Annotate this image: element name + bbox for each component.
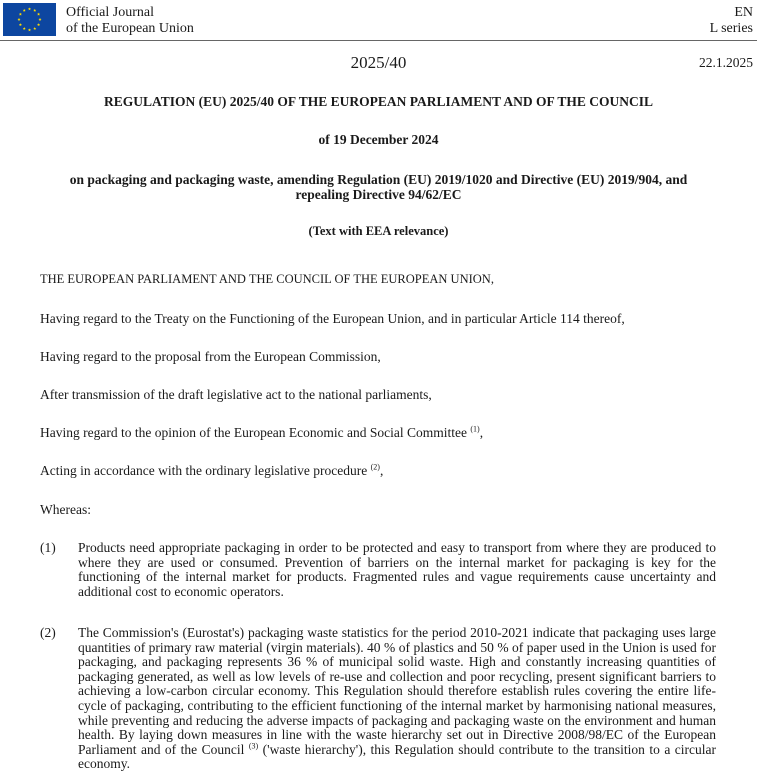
- journal-title-line2: of the European Union: [66, 21, 194, 36]
- preamble-whereas: Whereas:: [40, 502, 91, 517]
- document-number: 2025/40: [350, 53, 407, 72]
- language-code: EN: [734, 5, 753, 20]
- recital-number: (1): [40, 540, 56, 555]
- regulation-subject: on packaging and packaging waste, amending Regulation (EU) 2019/1020 and Directive (EU) 2019/904, and repealing Directive 94/62/EC: [69, 172, 688, 202]
- journal-title: [66, 5, 194, 37]
- regulation-date: of 19 December 2024: [318, 132, 439, 147]
- recital-text-part1: The Commission's (Eurostat's) packaging waste statistics for the period 2010-2021 indicate that packaging uses large quantities of primary raw material (virgin materials). 40 % of plastics and 50 % of paper used in the Union is used for packaging, and packaging represents 36 % of municipal solid waste. High and constantly increasing quantities of packaging generated, as well as low levels of re-use and collection and poor recycling, present significant barriers to achieving a low-carbon circular economy. This Regulation should therefore establish rules covering the entire life-cycle of packaging, contributing to the efficient functioning of the internal market by harmonising national measures, while preventing and reducing the adverse impacts of packaging and packaging waste on the environment and human health. By laying down measures in line with the waste hierarchy set out in Directive 2008/98/EC of the European Parliament and of the Council: [78, 625, 716, 757]
- journal-meta: [710, 5, 753, 37]
- journal-title-line1: Official Journal: [66, 5, 154, 20]
- recital-text: Products need appropriate packaging in order to be protected and easy to transport from where they are produced to where they are used or consumed. Prevention of barriers on the internal market for packaging is key for the functioning of the internal market for products. Fragmented rules and vague requirements cause uncertainty and additional cost to economic operators.: [78, 540, 716, 599]
- preamble-transmission: After transmission of the draft legislative act to the national parliaments,: [40, 387, 432, 402]
- recital-text-part2: ('waste hierarchy'), this Regulation should contribute to the transition to a circular economy.: [78, 741, 717, 772]
- eea-relevance: (Text with EEA relevance): [308, 224, 449, 238]
- preamble-eesc-text: Having regard to the opinion of the European Economic and Social Committee: [40, 425, 468, 440]
- preamble-procedure-text: Acting in accordance with the ordinary legislative procedure: [40, 463, 368, 478]
- publication-date: 22.1.2025: [699, 55, 753, 70]
- footnote-ref-1[interactable]: (1): [470, 424, 480, 434]
- footnote-ref-3[interactable]: (3): [248, 741, 259, 751]
- recital-2: [40, 626, 716, 772]
- preamble-eesc-end: ,: [479, 425, 484, 440]
- footnote-ref-2[interactable]: (2): [370, 462, 380, 472]
- header-divider: [0, 40, 757, 41]
- recital-number: (2): [40, 625, 56, 640]
- preamble-proposal: Having regard to the proposal from the European Commission,: [40, 349, 381, 364]
- regulation-title: REGULATION (EU) 2025/40 OF THE EUROPEAN PARLIAMENT AND OF THE COUNCIL: [103, 94, 654, 109]
- preamble-eesc-opinion: [40, 425, 720, 440]
- preamble-procedure-end: ,: [379, 463, 384, 478]
- recital-text: [78, 626, 716, 772]
- preamble-procedure: [40, 463, 720, 478]
- preamble-institutions: THE EUROPEAN PARLIAMENT AND THE COUNCIL OF THE EUROPEAN UNION,: [40, 272, 494, 286]
- series-label: L series: [709, 21, 753, 36]
- eu-flag-icon: [3, 3, 56, 36]
- preamble-treaty: Having regard to the Treaty on the Functioning of the European Union, and in particular Article 114 thereof,: [40, 311, 625, 326]
- recital-1: [40, 541, 716, 599]
